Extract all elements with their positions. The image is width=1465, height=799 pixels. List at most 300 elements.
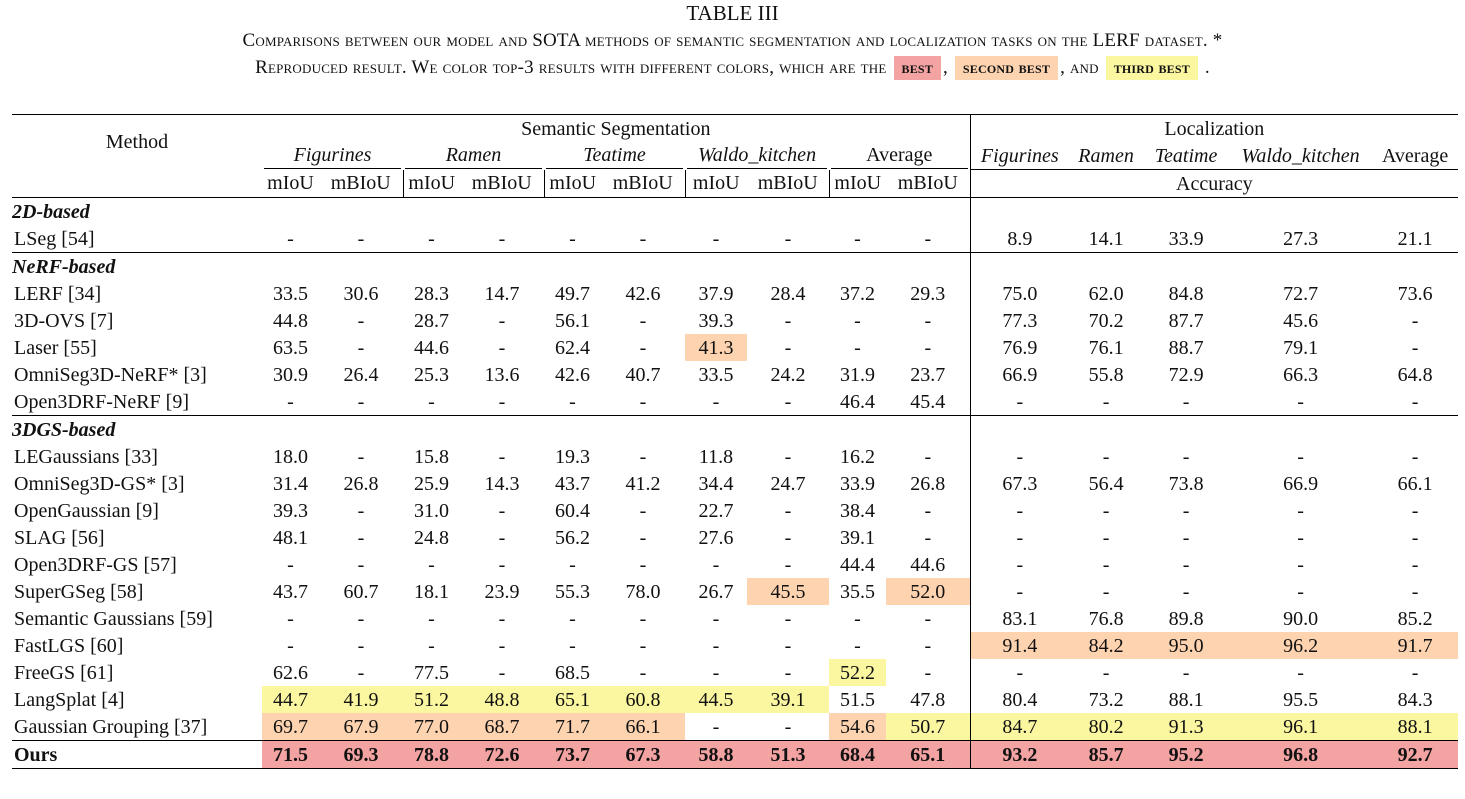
loc-value-cell: - [1182,526,1190,549]
table-row [12,632,1458,659]
loc-value-cell: 84.7 [970,713,1069,741]
loc-value-cell: 83.1 [970,605,1069,632]
seg-value-cell: 25.3 [414,363,449,386]
loc-value-cell: 8.9 [970,225,1069,253]
empty-cell [970,198,1069,226]
empty-cell [685,198,747,226]
loc-value-cell: - [970,497,1069,524]
legend-best-tag: best [894,56,942,80]
seg-value-cell: - [924,336,932,359]
loc-value-cell: - [1411,553,1419,576]
empty-cell [319,198,403,226]
empty-cell [1069,253,1143,281]
seg-value-cell: - [639,309,647,332]
localization-header: Localization [970,115,1458,143]
loc-scene-header: Waldo_kitchen [1229,142,1372,170]
seg-value-cell: 44.8 [273,309,308,332]
loc-value-cell: 70.2 [1088,309,1124,332]
seg-value-cell: 48.1 [273,526,308,549]
seg-value-cell: 14.7 [484,282,520,305]
seg-value-cell: 15.8 [414,445,449,468]
seg-value-cell: - [357,661,365,684]
seg-value-cell: - [784,553,792,576]
seg-value-cell: - [357,227,365,250]
seg-value-cell: 60.8 [601,686,685,713]
seg-value-cell: 49.7 [555,282,590,305]
caption-line-2 [0,54,1465,81]
seg-value-cell: 26.8 [343,472,379,495]
seg-value-cell: - [428,634,435,657]
seg-value-cell: 71.7 [544,713,601,741]
seg-value-cell: - [854,634,861,657]
seg-value-cell: - [498,553,506,576]
seg-value-cell: 41.3 [685,334,747,361]
loc-value-cell: - [1411,336,1419,359]
caption-line-1: Comparisons between our model and SOTA methods of semantic segmentation and localization tasks on the LERF dataset. * [242,30,1223,51]
empty-cell [685,253,747,281]
seg-value-cell: - [287,634,294,657]
metric-header: mBIoU [747,170,829,198]
table-row [12,388,1458,416]
loc-scene-header: Average [1372,142,1458,170]
seg-value-cell: - [924,499,932,522]
seg-value-cell: 37.9 [698,282,734,305]
group-row [12,253,1458,281]
caption-line-2-text: Reproduced result. We color top-3 results with different colors, which are the [255,57,887,78]
seg-value-cell: - [639,390,647,413]
metric-header: mIoU [262,170,319,198]
seg-value-cell: 39.3 [698,309,734,332]
table-row [12,334,1458,361]
method-name: FreeGS [61] [14,661,114,684]
loc-value-cell: 73.2 [1088,688,1124,711]
loc-value-cell: 45.6 [1283,309,1319,332]
seg-scene-header: Figurines [262,142,403,170]
loc-value-cell: 62.0 [1088,282,1124,305]
empty-cell [886,198,970,226]
seg-value-cell: - [784,445,792,468]
seg-value-cell: 25.9 [414,472,449,495]
loc-value-cell: 75.0 [970,280,1069,307]
seg-value-cell: - [784,607,792,630]
semantic-segmentation-header: Semantic Segmentation [262,115,970,143]
method-name: Semantic Gaussians [59] [14,607,213,630]
seg-value-cell: - [784,715,792,738]
seg-value-cell: - [784,309,792,332]
loc-value-cell: - [1182,553,1190,576]
loc-value-cell: - [970,659,1069,686]
seg-value-cell: 52.0 [886,578,970,605]
loc-value-cell: - [1297,390,1304,413]
loc-value-cell: 77.3 [970,307,1069,334]
seg-value-cell: 51.2 [403,686,460,713]
loc-value-cell: 73.8 [1168,472,1204,495]
metric-header: mBIoU [319,170,403,198]
table-title: TABLE III [686,1,779,25]
seg-value-cell: - [498,634,506,657]
loc-value-cell: 66.9 [970,361,1069,388]
loc-value-cell: 76.8 [1088,607,1124,630]
loc-value-cell: - [1297,580,1304,603]
seg-value-cell: 67.9 [319,713,403,741]
seg-value-cell: - [498,309,506,332]
method-name: 3D-OVS [7] [14,309,114,332]
table-row [12,497,1458,524]
loc-value-cell: - [970,443,1069,470]
seg-value-cell: 73.7 [544,741,601,769]
seg-value-cell: - [924,526,932,549]
loc-value-cell: 73.6 [1397,282,1433,305]
seg-value-cell: - [569,390,576,413]
seg-value-cell: 44.6 [910,553,946,576]
seg-value-cell: 56.2 [555,526,590,549]
empty-cell [685,416,747,444]
seg-value-cell: 28.4 [770,282,806,305]
table-row [12,307,1458,334]
table-row [12,713,1458,741]
seg-value-cell: - [569,634,576,657]
loc-value-cell: 72.7 [1283,282,1319,305]
loc-value-cell: 72.9 [1168,363,1204,386]
seg-value-cell: 68.4 [829,741,886,769]
empty-cell [403,198,460,226]
empty-cell [1143,253,1229,281]
seg-value-cell: 43.7 [555,472,590,495]
seg-value-cell: 39.1 [840,526,875,549]
seg-value-cell: 55.3 [555,580,590,603]
empty-cell [262,253,319,281]
loc-value-cell: 91.4 [970,632,1069,659]
empty-cell [1372,198,1458,226]
seg-value-cell: - [569,227,576,250]
seg-value-cell: - [428,390,435,413]
seg-value-cell: 28.7 [414,309,449,332]
loc-value-cell: - [970,388,1069,416]
seg-value-cell: 34.4 [698,472,734,495]
method-name: FastLGS [60] [14,634,124,657]
loc-value-cell: - [1297,661,1304,684]
loc-value-cell: 84.3 [1397,688,1433,711]
seg-value-cell: - [498,336,506,359]
seg-value-cell: - [569,607,576,630]
seg-value-cell: - [712,661,720,684]
seg-value-cell: 51.3 [747,741,829,769]
loc-scene-header: Ramen [1069,142,1143,170]
loc-scene-header: Figurines [970,142,1069,170]
empty-cell [829,253,886,281]
loc-value-cell: 21.1 [1397,227,1433,250]
loc-value-cell: - [1102,445,1110,468]
loc-value-cell: 55.8 [1088,363,1124,386]
seg-value-cell: - [639,499,647,522]
method-name: OpenGaussian [9] [14,499,159,522]
method-header: Method [12,115,262,170]
table-body [12,198,1458,769]
empty-cell [601,198,685,226]
seg-value-cell: 26.4 [343,363,379,386]
seg-value-cell: 72.6 [460,741,544,769]
seg-value-cell: - [498,661,506,684]
group-row [12,416,1458,444]
loc-value-cell: 33.9 [1168,227,1204,250]
seg-value-cell: - [639,227,647,250]
seg-value-cell: 24.7 [770,472,806,495]
seg-value-cell: 47.8 [910,688,946,711]
empty-cell [1143,416,1229,444]
loc-value-cell: - [1102,580,1110,603]
seg-value-cell: 44.4 [840,553,875,576]
empty-cell [886,416,970,444]
empty-cell [1229,416,1372,444]
seg-value-cell: 26.8 [910,472,946,495]
seg-value-cell: - [784,390,792,413]
loc-value-cell: 64.8 [1397,363,1433,386]
metric-header: mIoU [829,170,886,198]
seg-value-cell: - [854,227,861,250]
empty-cell [601,416,685,444]
seg-value-cell: 38.4 [840,499,875,522]
empty-cell [1069,198,1143,226]
method-name: SuperGSeg [58] [14,580,144,603]
caption-sep-2: , and [1060,57,1099,78]
loc-value-cell: 95.5 [1283,688,1319,711]
loc-value-cell: 67.3 [970,470,1069,497]
method-name: Gaussian Grouping [37] [14,715,208,738]
metric-header: mIoU [403,170,460,198]
seg-value-cell: 23.9 [484,580,520,603]
seg-value-cell: 18.0 [273,445,308,468]
empty-cell [1143,198,1229,226]
seg-value-cell: 18.1 [414,580,449,603]
loc-value-cell: - [1182,580,1190,603]
method-name: Open3DRF-NeRF [9] [14,390,189,413]
loc-value-cell: 80.4 [970,686,1069,713]
seg-value-cell: 39.3 [273,499,308,522]
empty-cell [262,416,319,444]
empty-cell [460,253,544,281]
seg-value-cell: - [428,553,435,576]
results-table [12,114,1458,769]
seg-value-cell: - [712,227,720,250]
seg-value-cell: - [924,661,932,684]
seg-value-cell: 29.3 [910,282,946,305]
table-row [12,225,1458,253]
seg-value-cell: - [357,607,365,630]
seg-value-cell: - [357,553,365,576]
loc-value-cell: - [1182,445,1190,468]
seg-value-cell: - [784,634,792,657]
seg-value-cell: 69.7 [262,713,319,741]
table-row [12,686,1458,713]
table-row [12,659,1458,686]
seg-value-cell: - [784,661,792,684]
seg-value-cell: - [498,390,506,413]
seg-value-cell: - [357,336,365,359]
seg-value-cell: 30.6 [343,282,379,305]
loc-value-cell: - [1297,526,1304,549]
seg-value-cell: - [712,715,720,738]
seg-value-cell: - [784,336,792,359]
seg-value-cell: - [639,661,647,684]
seg-value-cell: - [639,336,647,359]
seg-value-cell: 54.6 [829,713,886,741]
loc-value-cell: - [970,524,1069,551]
seg-value-cell: 60.7 [343,580,379,603]
group-row [12,198,1458,226]
loc-value-cell: 91.3 [1143,713,1229,741]
empty-cell [544,416,601,444]
seg-value-cell: - [357,445,365,468]
seg-value-cell: 68.7 [460,713,544,741]
seg-value-cell: - [357,499,365,522]
loc-value-cell: 79.1 [1283,336,1319,359]
seg-value-cell: 27.6 [698,526,734,549]
seg-value-cell: - [639,634,647,657]
seg-value-cell: - [498,499,506,522]
empty-cell [403,416,460,444]
metric-header: mBIoU [460,170,544,198]
group-label: 3DGS-based [12,416,262,444]
group-label: 2D-based [12,200,90,223]
ours-row [12,741,1458,769]
empty-cell [1372,416,1458,444]
method-name: Ours [12,741,262,769]
seg-value-cell: - [428,227,435,250]
seg-value-cell: - [287,227,294,250]
table-row [12,524,1458,551]
seg-value-cell: - [498,607,506,630]
loc-value-cell: - [1182,390,1190,413]
seg-value-cell: 69.3 [319,741,403,769]
table-row [12,361,1458,388]
empty-cell [460,416,544,444]
loc-value-cell: - [1411,309,1419,332]
seg-value-cell: - [712,607,720,630]
loc-value-cell: 93.2 [970,741,1069,769]
loc-value-cell: 88.1 [1372,713,1458,741]
metric-header: mBIoU [886,170,970,198]
seg-value-cell: 23.7 [910,363,946,386]
table-header [12,115,1458,198]
table-row [12,470,1458,497]
seg-value-cell: 31.0 [414,499,449,522]
table-row [12,443,1458,470]
seg-value-cell: - [498,445,506,468]
seg-value-cell: - [287,607,294,630]
loc-value-cell: 96.8 [1229,741,1372,769]
empty-cell [319,253,403,281]
empty-cell [601,253,685,281]
loc-value-cell: 91.7 [1372,632,1458,659]
seg-value-cell: - [639,553,647,576]
seg-value-cell: 39.1 [747,686,829,713]
empty-cell [544,253,601,281]
seg-value-cell: - [854,607,861,630]
empty-cell [1069,416,1143,444]
loc-value-cell: - [1102,553,1110,576]
seg-value-cell: 28.3 [414,282,449,305]
method-name: LEGaussians [33] [14,445,158,468]
seg-value-cell: 33.5 [273,282,308,305]
loc-value-cell: 85.2 [1397,607,1433,630]
loc-value-cell: - [1102,390,1110,413]
loc-value-cell: 14.1 [1088,227,1124,250]
seg-value-cell: 63.5 [273,336,308,359]
seg-value-cell: 14.3 [484,472,520,495]
loc-value-cell: - [1297,445,1304,468]
loc-value-cell: - [1411,661,1419,684]
method-name: Laser [55] [14,336,97,359]
seg-value-cell: - [784,227,792,250]
loc-value-cell: - [1297,553,1304,576]
seg-value-cell: - [712,390,720,413]
seg-scene-header: Average [829,142,970,170]
loc-value-cell: 88.1 [1168,688,1204,711]
empty-cell [829,416,886,444]
loc-value-cell: 95.0 [1143,632,1229,659]
loc-value-cell: 66.1 [1397,472,1433,495]
empty-cell [460,198,544,226]
seg-value-cell: 58.8 [685,741,747,769]
seg-value-cell: - [498,526,506,549]
loc-value-cell: - [970,551,1069,578]
seg-value-cell: 45.4 [910,390,946,413]
seg-value-cell: - [639,445,647,468]
method-name: SLAG [56] [14,526,105,549]
loc-value-cell: 76.1 [1088,336,1124,359]
empty-cell [747,198,829,226]
seg-value-cell: 66.1 [601,713,685,741]
seg-value-cell: - [639,526,647,549]
seg-value-cell: - [924,607,932,630]
seg-value-cell: - [357,634,365,657]
seg-value-cell: 33.5 [698,363,734,386]
seg-scene-header: Ramen [403,142,544,170]
loc-value-cell: 92.7 [1372,741,1458,769]
loc-value-cell: - [1411,580,1419,603]
seg-value-cell: 44.5 [685,686,747,713]
loc-value-cell: 88.7 [1168,336,1204,359]
seg-value-cell: 41.9 [319,686,403,713]
method-name: LSeg [54] [14,227,95,250]
loc-value-cell: 66.9 [1283,472,1319,495]
loc-value-cell: - [1411,526,1419,549]
metric-header: mIoU [544,170,601,198]
seg-value-cell: 44.7 [262,686,319,713]
seg-value-cell: - [569,553,576,576]
empty-cell [319,416,403,444]
seg-value-cell: - [924,634,932,657]
metric-header: mBIoU [601,170,685,198]
seg-value-cell: - [287,390,294,413]
loc-value-cell: 85.7 [1069,741,1143,769]
seg-value-cell: 24.2 [770,363,806,386]
seg-value-cell: - [357,390,365,413]
seg-value-cell: - [357,309,365,332]
empty-cell [886,253,970,281]
loc-value-cell: - [1102,499,1110,522]
loc-value-cell: 84.2 [1069,632,1143,659]
seg-value-cell: 56.1 [555,309,590,332]
seg-value-cell: 77.5 [414,661,449,684]
seg-value-cell: 65.1 [544,686,601,713]
empty-cell [1229,198,1372,226]
seg-value-cell: - [639,607,647,630]
seg-value-cell: 16.2 [840,445,875,468]
table-row [12,280,1458,307]
seg-value-cell: - [854,336,861,359]
seg-value-cell: 33.9 [840,472,875,495]
